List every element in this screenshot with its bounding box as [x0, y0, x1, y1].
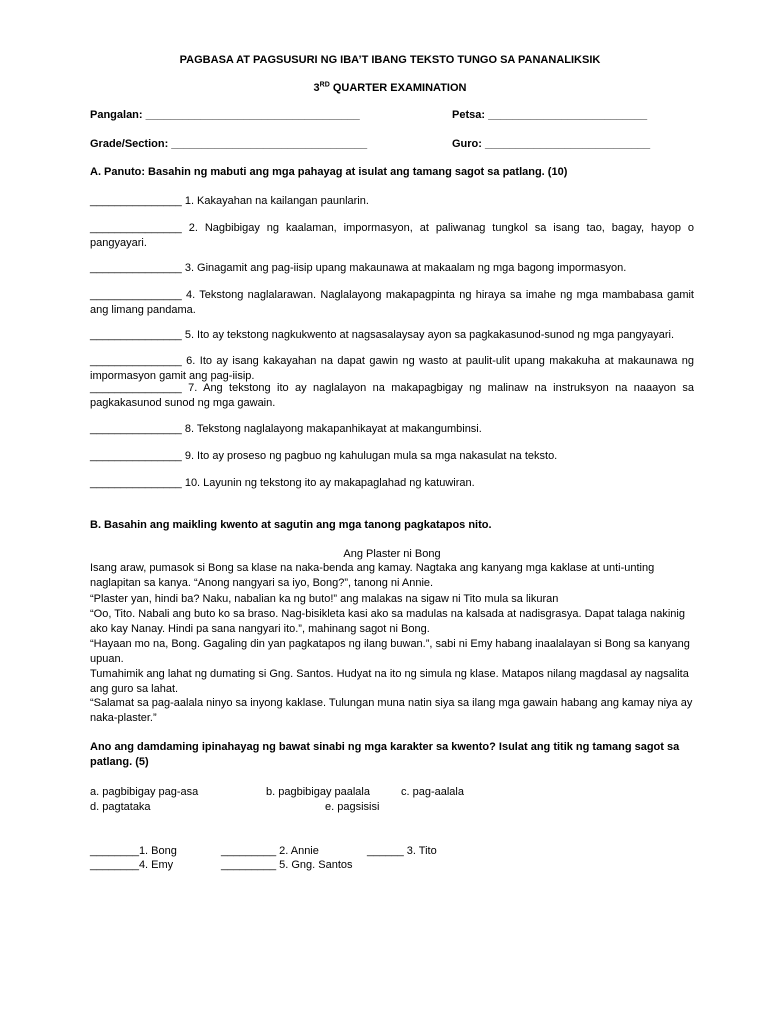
- part-a-item-2[interactable]: _______________ 2. Nagbibigay ng kaalaman, impormasyon, at paliwanag tungkol sa isang tao, bagay, hayop o pangyayari.: [90, 222, 694, 249]
- story-paragraph: Tumahimik ang lahat ng dumating si Gng. Santos. Hudyat na ito ng simula ng klase. Matapos nilang magdasal ay nagsalita ang guro sa lahat.: [90, 668, 689, 695]
- part-a-item-8[interactable]: _______________ 8. Tekstong naglalayong makapanhikayat at makangumbinsi.: [90, 423, 482, 435]
- answer-blank-gng-santos[interactable]: _________ 5. Gng. Santos: [221, 859, 353, 871]
- exam-suffix: RD: [319, 81, 330, 89]
- answer-blank-tito[interactable]: ______ 3. Tito: [367, 845, 437, 857]
- teacher-field[interactable]: Guro: ___________________________: [452, 138, 651, 150]
- story-paragraph: “Salamat sa pag-aalala ninyo sa inyong kaklase. Tulungan muna natin siya sa ilang mga gawain habang ang kamay niya ay naka-plaster.”: [90, 697, 693, 724]
- answer-blank-bong[interactable]: ________1. Bong: [90, 845, 177, 857]
- date-field[interactable]: Petsa: __________________________: [452, 109, 648, 121]
- exam-subtitle: [0, 81, 768, 96]
- part-b-question: Ano ang damdaming ipinahayag ng bawat sinabi ng mga karakter sa kwento? Isulat ang titik ng tamang sagot sa patlang. (5): [90, 741, 680, 768]
- name-field[interactable]: Pangalan: ___________________________________: [90, 109, 360, 121]
- part-a-item-6[interactable]: _______________ 6. Ito ay isang kakayahan na dapat gawin ng wasto at paulit-ulit upang makakuha at makaunawa ng impormasyon gamit ang pag-iisip.: [90, 355, 694, 382]
- choice-b: b. pagbibigay paalala: [266, 786, 370, 798]
- exam-number: 3: [313, 82, 320, 94]
- exam-label: QUARTER EXAMINATION: [329, 82, 467, 94]
- choice-e: e. pagsisisi: [325, 801, 380, 813]
- part-a-item-1[interactable]: _______________ 1. Kakayahan na kailangan paunlarin.: [90, 195, 369, 207]
- choice-a: a. pagbibigay pag-asa: [90, 786, 199, 798]
- story-paragraph: Isang araw, pumasok si Bong sa klase na naka-benda ang kamay. Nagtaka ang kanyang mga kaklase at unti-unting naglapitan sa kanya. “Anong nangyari sa iyo, Bong?”, tanong ni Annie.: [90, 562, 655, 589]
- part-a-item-9[interactable]: _______________ 9. Ito ay proseso ng pagbuo ng kahulugan mula sa mga nakasulat na teksto.: [90, 450, 558, 462]
- part-a-item-4[interactable]: _______________ 4. Tekstong naglalarawan. Naglalayong makapagpinta ng hiraya sa imahe ng mga mambabasa gamit ang limang pandama.: [90, 289, 694, 316]
- choice-d: d. pagtataka: [90, 801, 151, 813]
- story-paragraph: “Oo, Tito. Nabali ang buto ko sa braso. Nag-bisikleta kasi ako sa madulas na kalsada at nadisgrasya. Dapat talaga nakinig ako kay Nanay. Hindi pa sana nangyari ito.”, mahinang sagot ni Bong.: [90, 608, 685, 635]
- grade-section-field[interactable]: Grade/Section: ________________________________: [90, 138, 368, 150]
- part-a-instruction: A. Panuto: Basahin ng mabuti ang mga pahayag at isulat ang tamang sagot sa patlang. (10): [90, 166, 568, 178]
- part-b-instruction: B. Basahin ang maikling kwento at sagutin ang mga tanong pagkatapos nito.: [90, 519, 492, 531]
- story-paragraph: “Plaster yan, hindi ba? Naku, nabalian ka ng buto!” ang malakas na sigaw ni Tito mula sa likuran: [90, 593, 559, 605]
- part-a-item-10[interactable]: _______________ 10. Layunin ng tekstong ito ay makapaglahad ng katuwiran.: [90, 477, 475, 489]
- choice-c: c. pag-aalala: [401, 786, 464, 798]
- answer-blank-annie[interactable]: _________ 2. Annie: [221, 845, 319, 857]
- part-a-item-3[interactable]: _______________ 3. Ginagamit ang pag-iisip upang makaunawa at makaalam ng mga bagong impormasyon.: [90, 262, 627, 274]
- part-a-item-5[interactable]: _______________ 5. Ito ay tekstong nagkukwento at nagsasalaysay ayon sa pagkakasunod-sunod ng mga pangyayari.: [90, 329, 675, 341]
- story-paragraph: “Hayaan mo na, Bong. Gagaling din yan pagkatapos ng ilang buwan.”, sabi ni Emy habang inaalalayan si Bong sa kanyang upuan.: [90, 638, 690, 665]
- exam-title: PAGBASA AT PAGSUSURI NG IBA’T IBANG TEKSTO TUNGO SA PANANALIKSIK: [179, 54, 601, 66]
- story-title: Ang Plaster ni Bong: [343, 548, 441, 560]
- part-a-item-7[interactable]: _______________ 7. Ang tekstong ito ay naglalayon na makapagbigay ng malinaw na instruksyon na naaayon sa pagkakasunod sunod ng mga gawain.: [90, 382, 694, 409]
- answer-blank-emy[interactable]: ________4. Emy: [90, 859, 174, 871]
